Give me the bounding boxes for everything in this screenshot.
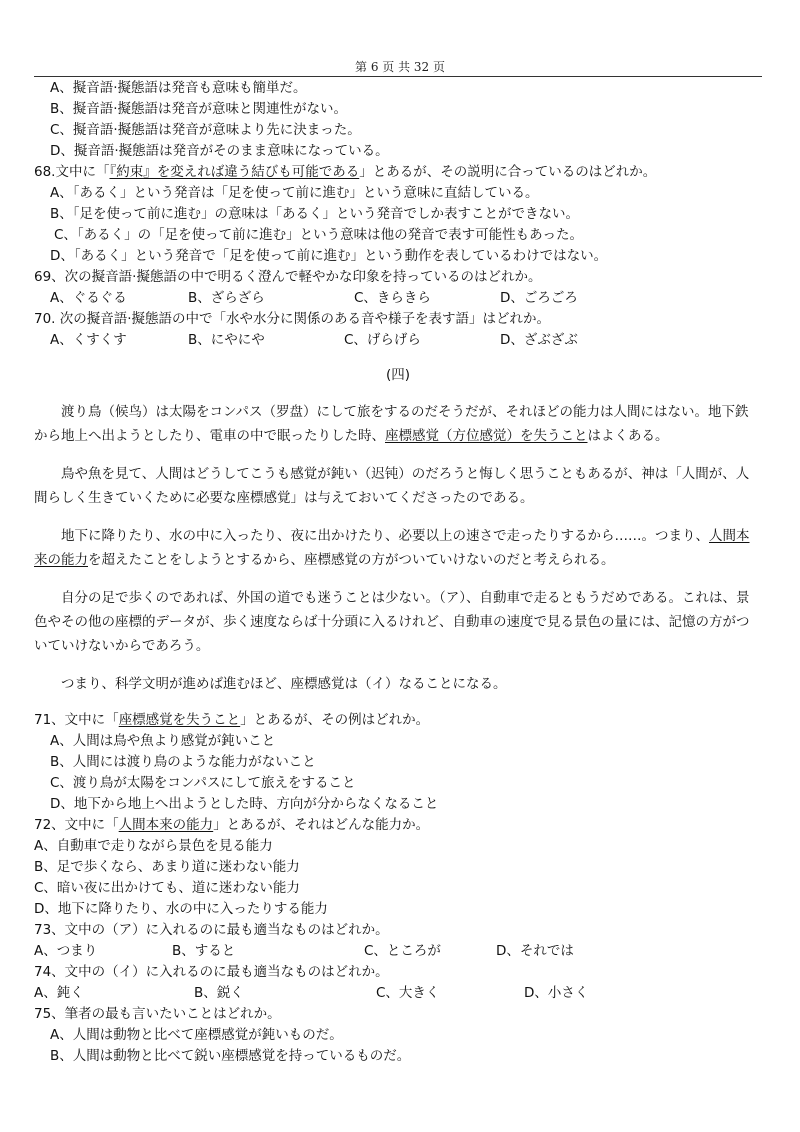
- passage-paragraph-4: 自分の足で歩くのであれば、外国の道でも迷うことは少ない。（ア）、自動車で走るともうだめである。これは、景色やその他の座標的データが、歩く速度ならば十分頭に入るけれど、自動車の速度で見る景色の量には、記憶の方がついていけないからであろう。: [34, 590, 750, 654]
- q71-option-c: C、渡り鳥が太陽をコンパスにして旅えをすること: [50, 775, 356, 791]
- q72-option-b: B、足で歩くなら、あまり道に迷わない能力: [34, 859, 300, 875]
- q68-option-d: D、「あるく」という発音で「足を使って前に進む」という動作を表しているわけではない。: [50, 248, 608, 264]
- q73-option-c: C、ところが: [364, 943, 441, 959]
- q68-option-c: C、「あるく」の「足を使って前に進む」という意味は他の発音で表す可能性もあった。: [54, 227, 584, 243]
- passage-paragraph-2: 鳥や魚を見て、人間はどうしてこうも感覚が鈍い（迟钝）のだろうと悔しく思うこともあるが、神は「人間が、人間らしく生きていくために必要な座標感覚」は与えておいてくださったのである。: [34, 466, 750, 506]
- q69-options: [34, 288, 762, 309]
- q67-option-a: A、擬音語·擬態語は発音も意味も簡単だ。: [50, 80, 307, 96]
- q73-option-d: D、それでは: [496, 943, 574, 959]
- q69-option-d: D、ごろごろ: [500, 290, 578, 306]
- q71-question: 71、文中に「座標感覚を失うこと」とあるが、その例はどれか。: [34, 712, 430, 728]
- passage-underline-2: 人間本来の能力: [34, 528, 750, 568]
- q72-question: 72、文中に「人間本来の能力」とあるが、それはどんな能力か。: [34, 817, 430, 833]
- q71-option-b: B、人間には渡り鳥のような能力がないこと: [50, 754, 316, 770]
- q74-options: [34, 983, 762, 1004]
- q67-option-b: B、擬音語·擬態語は発音が意味と関連性がない。: [50, 101, 348, 117]
- q73-option-b: B、すると: [172, 943, 236, 959]
- q71-underlined-quote: 座標感覚を失うこと: [118, 712, 241, 728]
- q70-option-c: C、げらげら: [344, 332, 421, 348]
- page-number-label: 第 6 页 共 32 页: [355, 60, 445, 74]
- q75-option-b: B、人間は動物と比べて鋭い座標感覚を持っているものだ。: [50, 1048, 411, 1064]
- section-title: (四): [385, 367, 411, 383]
- q69-option-a: A、ぐるぐる: [50, 290, 127, 306]
- q72-underlined-quote: 人間本来の能力: [118, 817, 214, 833]
- q68-question: 68.文中に「『約束』を変えれば違う結びも可能である」とあるが、その説明に合っているのはどれか。: [34, 164, 657, 180]
- q75-question: 75、筆者の最も言いたいことはどれか。: [34, 1006, 281, 1022]
- q73-options: [34, 941, 762, 962]
- q70-option-d: D、ざぶざぶ: [500, 332, 578, 348]
- q74-option-a: A、鈍く: [34, 985, 84, 1001]
- page-content: [34, 78, 762, 1067]
- q72-option-c: C、暗い夜に出かけても、道に迷わない能力: [34, 880, 300, 896]
- q75-option-a: A、人間は動物と比べて座標感覚が鈍いものだ。: [50, 1027, 343, 1043]
- passage-paragraph-3: 地下に降りたり、水の中に入ったり、夜に出かけたり、必要以上の速さで走ったりするから……。つまり、人間本来の能力を超えたことをしようとするから、座標感覚の方がついていけないのだと考えられる。: [34, 528, 750, 568]
- q74-option-c: C、大きく: [376, 985, 440, 1001]
- page-header: [0, 58, 800, 75]
- q70-option-b: B、にやにや: [188, 332, 265, 348]
- q72-option-a: A、自動車で走りながら景色を見る能力: [34, 838, 273, 854]
- q74-option-d: D、小さく: [524, 985, 589, 1001]
- passage-paragraph-5: つまり、科学文明が進めば進むほど、座標感覚は（イ）なることになる。: [61, 676, 507, 692]
- q67-option-d: D、擬音語·擬態語は発音がそのまま意味になっている。: [50, 143, 389, 159]
- passage-paragraph-1: 渡り鳥（候鸟）は太陽をコンパス（罗盘）にして旅をするのだそうだが、それほどの能力は人間にはない。地下鉄から地上へ出ようとしたり、電車の中で眠ったりした時、座標感覚（方位感觉）を失うことはよくある。: [34, 404, 749, 444]
- q72-option-d: D、地下に降りたり、水の中に入ったりする能力: [34, 901, 328, 917]
- q68-underlined-quote: 『約束』を変えれば違う結びも可能である: [109, 164, 360, 180]
- header-divider: [34, 76, 762, 77]
- q69-question: 69、次の擬音語·擬態語の中で明るく澄んで軽やかな印象を持っているのはどれか。: [34, 269, 542, 285]
- q74-option-b: B、鋭く: [194, 985, 244, 1001]
- passage-underline-1: 座標感覚（方位感觉）を失うこと: [385, 428, 588, 444]
- q73-question: 73、文中の（ア）に入れるのに最も適当なものはどれか。: [34, 922, 389, 938]
- q73-option-a: A、つまり: [34, 943, 98, 959]
- q70-option-a: A、くすくす: [50, 332, 127, 348]
- q70-options: [34, 330, 762, 351]
- q71-option-a: A、人間は鳥や魚より感覚が鈍いこと: [50, 733, 276, 749]
- q67-option-c: C、擬音語·擬態語は発音が意味より先に決まった。: [50, 122, 361, 138]
- q71-option-d: D、地下から地上へ出ようとした時、方向が分からなくなること: [50, 796, 439, 812]
- q70-question: 70. 次の擬音語·擬態語の中で「水や水分に関係のある音や様子を表す語」はどれか。: [34, 311, 551, 327]
- q68-option-b: B、「足を使って前に進む」の意味は「あるく」という発音でしか表すことができない。: [50, 206, 580, 222]
- q69-option-c: C、きらきら: [354, 290, 431, 306]
- q68-option-a: A、「あるく」という発音は「足を使って前に進む」という意味に直結している。: [50, 185, 539, 201]
- q69-option-b: B、ざらざら: [188, 290, 265, 306]
- q74-question: 74、文中の（イ）に入れるのに最も適当なものはどれか。: [34, 964, 389, 980]
